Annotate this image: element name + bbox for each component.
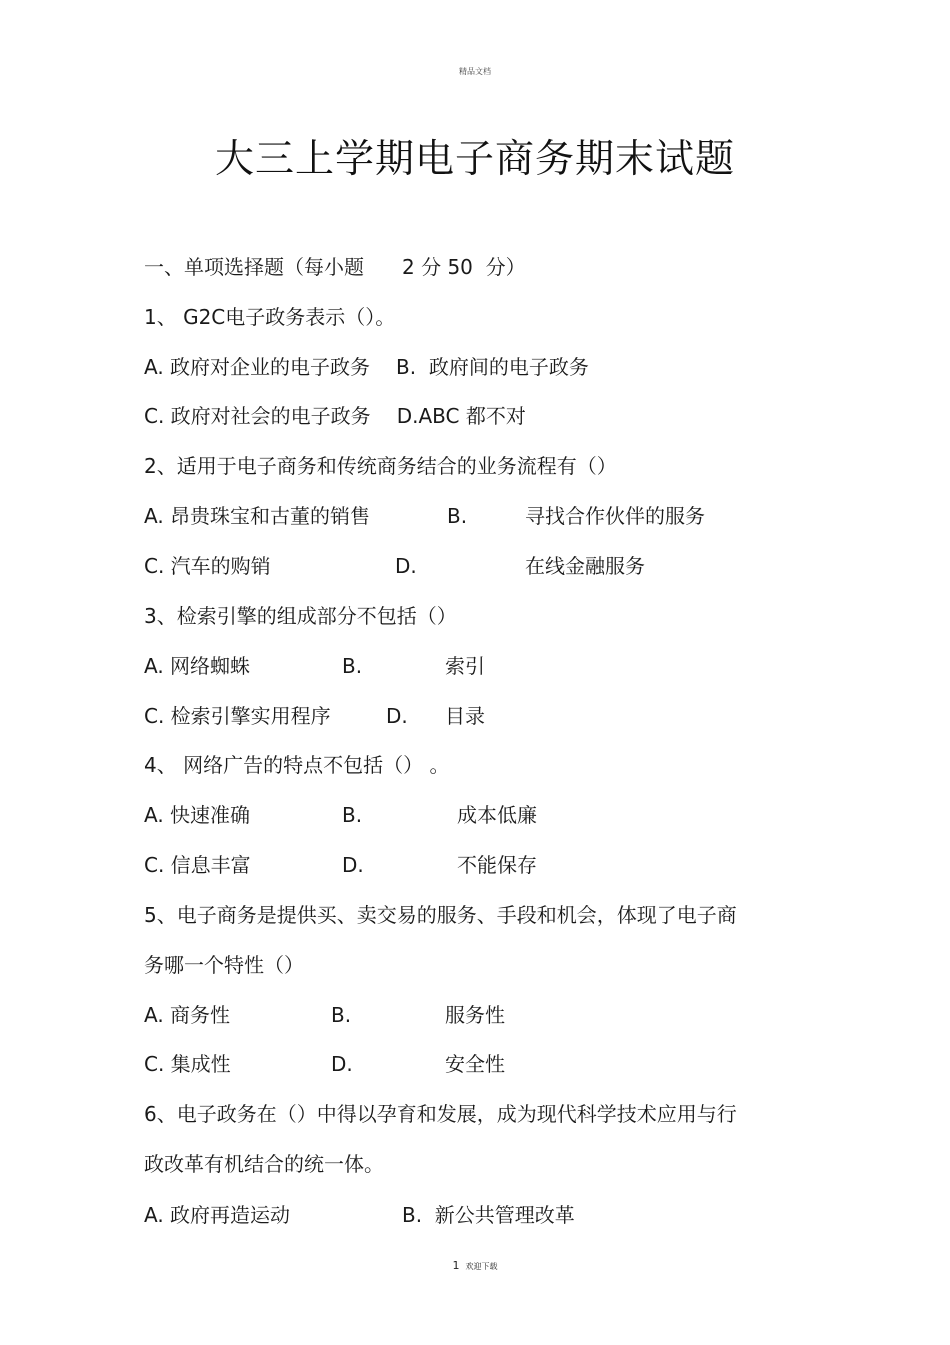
section-heading-text: 一、单项选择题（每小题 bbox=[144, 255, 364, 279]
option-d-text: 不能保存 bbox=[457, 853, 537, 877]
option-b-text: 寻找合作伙伴的服务 bbox=[525, 504, 705, 528]
option-c: C. 政府对社会的电子政务 bbox=[144, 404, 371, 428]
question-5-stem: 5、电子商务是提供买、卖交易的服务、手段和机会，体现了电子商 bbox=[144, 903, 737, 927]
option-a: A. 昂贵珠宝和古董的销售 bbox=[144, 504, 371, 528]
question-5-stem-cont: 务哪一个特性（） bbox=[144, 953, 304, 977]
page-number: 1 bbox=[452, 1259, 460, 1272]
option-a: A. 商务性 bbox=[144, 1003, 231, 1027]
question-6-stem: 6、电子政务在（）中得以孕育和发展，成为现代科学技术应用与行 bbox=[144, 1102, 737, 1126]
option-b-letter: B. bbox=[342, 654, 363, 678]
option-a: A. 快速准确 bbox=[144, 803, 251, 827]
footer-note: 欢迎下载 bbox=[465, 1262, 498, 1271]
option-d-text: 在线金融服务 bbox=[525, 554, 645, 578]
section-heading bbox=[144, 253, 526, 281]
option-c: C. 汽车的购销 bbox=[144, 554, 271, 578]
document-title: 大三上学期电子商务期末试题 bbox=[214, 137, 735, 182]
option-c: C. 信息丰富 bbox=[144, 853, 251, 877]
question-4-stem: 4、 网络广告的特点不包括（） 。 bbox=[144, 753, 450, 777]
question-1-stem: 1、 G2C电子政务表示（）。 bbox=[144, 305, 396, 329]
option-b-letter: B. bbox=[331, 1003, 352, 1027]
option-a: A. 政府对企业的电子政务 bbox=[144, 355, 371, 379]
page-footer bbox=[0, 1259, 950, 1272]
option-d-text: 目录 bbox=[445, 704, 485, 728]
option-c: C. 集成性 bbox=[144, 1052, 231, 1076]
option-b: B. 新公共管理改革 bbox=[402, 1203, 575, 1227]
option-d-letter: D. bbox=[386, 704, 408, 728]
option-b-text: 索引 bbox=[445, 654, 485, 678]
question-1-options-row-1 bbox=[144, 353, 589, 381]
option-b-letter: B. bbox=[342, 803, 363, 827]
option-d-letter: D. bbox=[331, 1052, 353, 1076]
option-b: B. 政府间的电子政务 bbox=[396, 355, 589, 379]
question-3-stem: 3、检索引擎的组成部分不包括（） bbox=[144, 604, 457, 628]
option-b-text: 服务性 bbox=[445, 1003, 505, 1027]
option-d: D.ABC 都不对 bbox=[396, 404, 526, 428]
question-2-stem: 2、适用于电子商务和传统商务结合的业务流程有（） bbox=[144, 454, 617, 478]
option-d-letter: D. bbox=[395, 554, 417, 578]
header-watermark: 精品文档 bbox=[459, 67, 491, 76]
question-6-stem-cont: 政改革有机结合的统一体。 bbox=[144, 1152, 384, 1176]
option-b-letter: B. bbox=[447, 504, 468, 528]
question-1-options-row-2 bbox=[144, 402, 526, 430]
option-b-text: 成本低廉 bbox=[457, 803, 537, 827]
section-heading-points: 2 分 50 分） bbox=[402, 255, 526, 279]
option-d-text: 安全性 bbox=[445, 1052, 505, 1076]
option-d-letter: D. bbox=[342, 853, 364, 877]
option-a: A. 网络蜘蛛 bbox=[144, 654, 251, 678]
option-c: C. 检索引擎实用程序 bbox=[144, 704, 331, 728]
option-a: A. 政府再造运动 bbox=[144, 1203, 291, 1227]
